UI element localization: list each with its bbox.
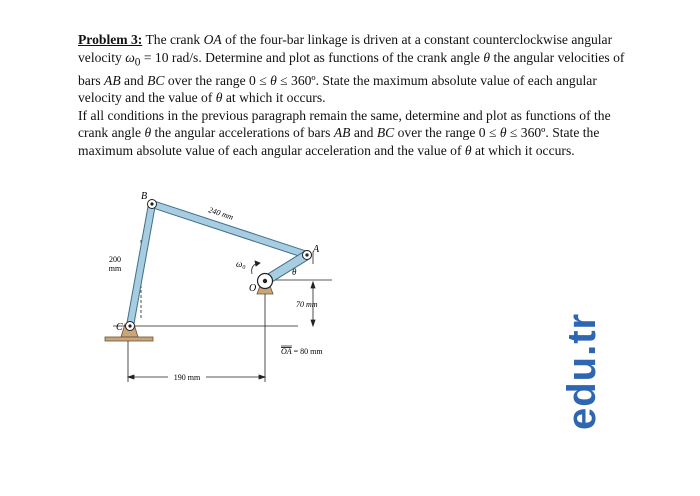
symbol-bc: BC — [147, 72, 165, 88]
text-run: over the range 0 ≤ — [164, 72, 271, 88]
label-b: B — [141, 191, 148, 202]
symbol-theta: θ — [499, 125, 507, 141]
text-run: over the range 0 ≤ — [394, 125, 500, 141]
text-run: at which it occurs. — [471, 142, 575, 158]
symbol-ab: AB — [104, 72, 121, 88]
symbol-omega-subscript: 0 — [134, 56, 141, 69]
text-run: and — [120, 72, 148, 88]
text-run: the angular velocities of bars — [78, 49, 625, 88]
dim-vertical-label: 70 mm — [296, 300, 318, 309]
text-run: If all conditions in the previous paragraph remain the same, determine and plot as functions of the crank angle — [78, 107, 611, 141]
text-run: The crank — [142, 32, 204, 47]
problem-label: Problem 3: — [78, 32, 143, 47]
symbol-theta: θ — [144, 125, 152, 141]
symbol-theta: θ — [215, 90, 223, 106]
dim-horizontal-label: 190 mm — [173, 373, 201, 382]
text-run: ≤ 360º. State the maximum absolute value of each angular velocity and the value of — [78, 72, 597, 106]
text-run: at which it occurs. — [222, 90, 326, 106]
joint-o — [258, 274, 273, 289]
dim-oa-label: OA = 80 mm — [281, 347, 323, 356]
text-run: ≤ 360º. State the maximum absolute value of each angular acceleration and the value of — [78, 125, 600, 158]
label-omega: $\omega_0$ — [236, 259, 246, 271]
symbol-theta: θ — [483, 49, 491, 65]
symbol-theta: θ — [464, 142, 472, 158]
symbol-ab: AB — [333, 125, 351, 141]
symbol-theta: θ — [270, 72, 277, 88]
label-o: O — [249, 283, 257, 294]
dim-bc-bottom: mm — [108, 264, 122, 273]
joint-a — [303, 251, 312, 260]
text-run: the angular accelerations of bars — [151, 125, 334, 141]
dim-ab-label: 240 mm — [207, 205, 235, 222]
watermark: edu.tr — [560, 312, 604, 430]
text-run: and — [350, 125, 377, 141]
joint-b — [148, 200, 157, 209]
label-c: C — [116, 322, 123, 333]
label-a: A — [313, 244, 320, 255]
label-theta: θ — [292, 267, 297, 277]
text-run: of the four-bar linkage is driven at a constant counterclockwise angular velocity — [78, 32, 613, 65]
symbol-omega: ω — [125, 49, 135, 65]
joint-c — [126, 322, 135, 331]
dim-bc-top: 200 — [109, 255, 121, 264]
symbol-bc: BC — [376, 125, 395, 141]
text-run: = 10 rad/s. Determine and plot as functions of the crank angle — [140, 49, 484, 65]
symbol-oa: OA — [203, 32, 222, 47]
